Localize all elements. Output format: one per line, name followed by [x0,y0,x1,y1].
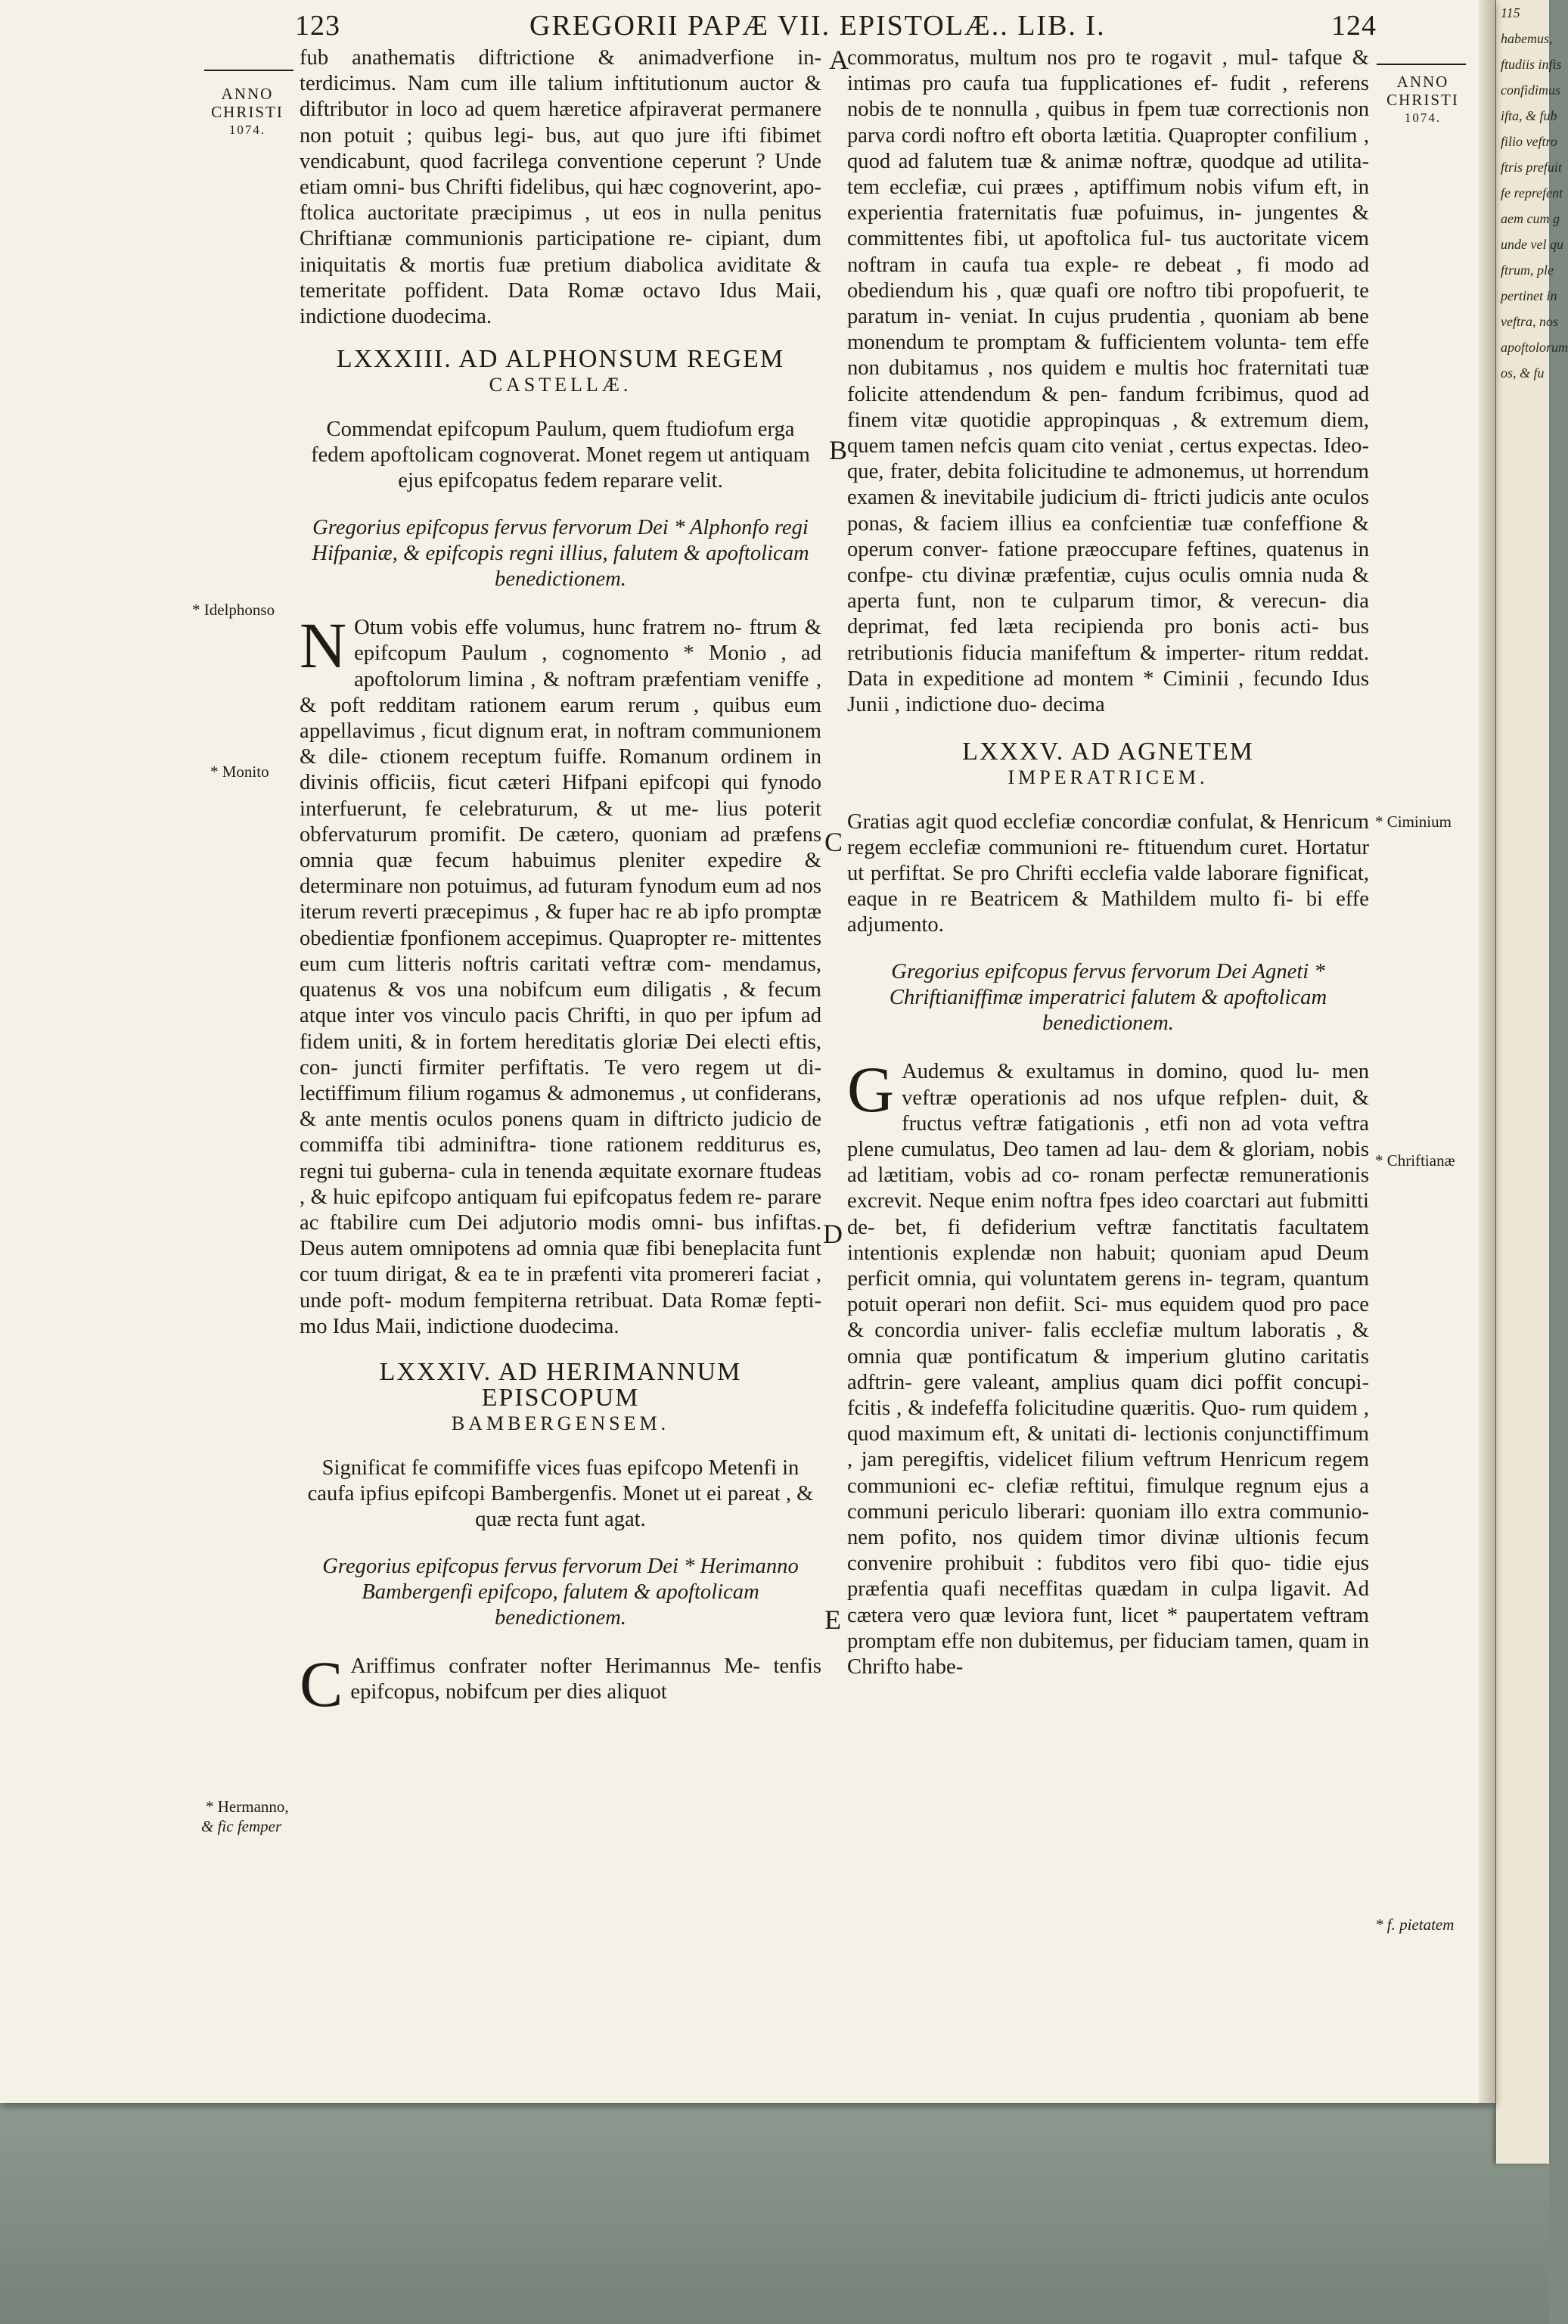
anno-christi-left: ANNO CHRISTI 1074. [211,85,284,137]
letter-85-heading: LXXXV. AD AGNETEM [962,738,1254,766]
letter-83-subheading: CASTELLÆ. [489,374,632,396]
dropcap-g: G [847,1053,895,1126]
next-page-line: unde vel qu [1501,237,1563,252]
margin-note-hermanno: * Hermanno, [206,1797,289,1816]
margin-note-fic-semper: & fic femper [201,1817,282,1835]
section-letter-c: C [824,827,843,857]
section-letter-a: A [829,45,849,75]
next-page-line: habemus, [1501,31,1553,46]
section-letter-e: E [824,1605,841,1635]
running-header [295,9,1414,42]
next-page-line: ftrum, ple [1501,263,1554,278]
letter-85-body: G Audemus & exultamus in domino, quod lu- men veftræ operationis ad nos ufque refplen- duit, & fructus veftræ fatigationis , etfi non ad vota veftra plene cumulatus, Deo tamen ad lau- dem & gloriam, nobis ad lætitiam, vobis ad co- ronam perfectæ remunerationis excrevit. Neque enim noftra fpes ideo coarctari aut fubmitti de- bet, fi defiderium veftræ fanctitatis facultatem intentionis explendæ non habuit; quoniam apud Deum perficit omnia, qui voluntatem gerens in- tegram, quantum potuit operari non defiit. Sci- mus equidem quod pro pace & concordia univer- falis ecclefiæ multum laboratis , & omnia quæ pontificatum & imperium glutino caritatis adftrin- gere valeant, amplius quam dici poffit concupi- fcitis , & indefeffa folicitudine quæritis. Quo- rum quidem , quod maximum eft, & unitati di- lectionis conjunctiffimum , jam peregiftis, videlicet filium veftrum Henricum regem communioni ec- clefiæ reftitui, fimulque regnum ejus a communi periculo liberari: quoniam illo extra communio- nem pofito, nos quidem timor divinæ ultionis fecum convenire prohibuit : fubditos vero fibi quo- tidie ejus præfentia quafi neceffitas quædam in culpa ligavit. Ad cætera vero quæ leviora funt, licet * paupertatem veftram promptam effe non dubitemus, per fiduciam tamen, quam in Chrifto habe- [847,1053,1369,1679]
next-page-line: apoftolorum [1501,340,1568,355]
section-letter-d: D [823,1219,843,1249]
margin-note-christianae: * Chriftianæ [1375,1151,1455,1170]
letter-83-salutation: Gregorius epifcopus fervus fervorum Dei * Alphonfo regi Hifpaniæ, & epifcopis regni illius, falutem & apoftolicam benedictionem. [312,515,809,592]
dropcap-c: C [300,1648,343,1721]
margin-note-pietatem: * f. pietatem [1375,1915,1455,1934]
running-title: GREGORII PAPÆ VII. EPISTOLÆ.. LIB. I. [529,10,1106,42]
dropcap-n: N [300,609,347,682]
right-column [847,45,1369,1680]
next-page-edge [1496,0,1568,2164]
next-page-line: aem cum g [1501,211,1560,226]
next-page-line: pertinet in [1501,288,1557,303]
letter-84-body: C Ariffimus confrater nofter Herimannus Me- tenfis epifcopus, nobifcum per dies aliquot [300,1648,821,1721]
letter-83-summary: Commendat epifcopum Paulum, quem ftudiofum erga fedem apoftolicam cognoverat. Monet regem ut antiquam ejus epifcopatus fedem reparare velit. [311,417,810,492]
anno-christi-right: ANNO CHRISTI 1074. [1386,73,1459,125]
section-letter-b: B [829,435,848,465]
next-page-line: ifta, & fub [1501,108,1557,123]
next-page-line: ftudiis infis [1501,57,1562,72]
letter-85-salutation: Gregorius epifcopus fervus fervorum Dei Agneti * Chriftianiffimæ imperatrici falutem & apoftolicam benedictionem. [889,959,1327,1036]
letter-84-subheading: BAMBERGENSEM. [451,1412,670,1435]
letter-84-heading: LXXXIV. AD HERIMANNUM EPISCOPUM [379,1357,742,1412]
margin-note-ciminium: * Ciminium [1375,812,1452,831]
letter-85-summary: Gratias agit quod ecclefiæ concordiæ confulat, & Henricum regem ecclefiæ communioni re- ftituendum curet. Hortatur ut perfiftat. Se pro Chrifti ecclefia valde laborare fignificat, eaque in re Beatricem & Mathildem multo fi- bi effe adjumento. [847,809,1369,937]
next-page-line: fe reprefent [1501,185,1563,200]
next-page-line: veftra, nos [1501,314,1558,329]
next-page-line: confidimus [1501,82,1560,98]
letter-84-summary: Significat fe commififfe vices fuas epifcopo Metenfi in caufa ipfius epifcopi Bambergenfis. Monet ut ei pareat , & quæ recta funt agat. [307,1456,814,1531]
letter-83-body: N Otum vobis effe volumus, hunc fratrem no- ftrum & epifcopum Paulum , cognomento * Monio , ad apoftolorum limina , & noftram præfentiam veniffe , & poft redditam rationem earum rerum , quibus eum appellavimus , ficut dignum erat, in noftram communionem & dile- ctionem receptum fuiffe. Romanum ordinem in divinis officiis, ficut cæteri Hifpani epifcopi qui fynodo interfuerunt, fe celebraturum, & ut me- lius poterit obfervaturum promifit. De cætero, quoniam ad præfens omnia quæ fecum habuimus pleniter expedire & determinare non potuimus, ad futuram fynodum eum ad nos iterum reverti præcepimus , & fuper hac re ab ipfo promptæ obedientiæ fponfionem accepimus. Quapropter re- mittentes eum cum litteris noftris caritati veftræ com- mendamus, quatenus & vos una nobifcum eum diligatis , & fecum atque inter vos vinculo pacis Chrifti, in quo per ipfum ad fidem uniti, & in fortem hereditatis gloriæ Dei electi eftis, con- juncti firmiter perfiftatis. Te vero regem ut di- lectiffimum filium rogamus & admonemus , ut confiderans, & ante mentis oculos ponens quam in diftricto judicio de commiffa tibi adminiftra- tione rationem redditurus es, regni tui guberna- cula in tenenda æquitate exornare ftudeas , & huic epifcopo antiquam fui epifcopatus fedem re- parare ac ftabilire cum Dei adjutorio modis omni- bus infiftas. Deus autem omnipotens ad omnia quæ fibi beneplacita funt cor tuum dirigat, & ea te in præfenti vita promereri faciat , unde poft- modum fempiterna retribuat. Data Romæ fepti- mo Idus Maii, indictione duodecima. [300,609,821,1338]
page-number-left: 123 [295,10,340,42]
margin-rule-right [1377,64,1466,65]
letter-83-heading: LXXXIII. AD ALPHONSUM REGEM [336,345,785,374]
table-surface [0,2096,1549,2324]
page-number-right: 124 [1331,10,1377,42]
next-page-line: 115 [1501,5,1520,20]
continued-text-right: commoratus, multum nos pro te rogavit , mul- tafque & intimas pro caufa tua fupplicationes ef- fudit , referens nobis de te nonnulla , quibus in fpem tuæ correctionis non parva cordi noftro eft oborta lætitia. Quapropter confilium , quod ad falutem tuæ & animæ noftræ, quodque ad utilita- tem ecclefiæ, cui præes , aptiffimum nobis vifum eft, in experientia fraternitatis fuæ pofuimus, in- jungentes & committentes fibi, ut apoftolica ful- tus auctoritate vicem noftram in caufa tua exple- re debeat , fi modo ad obediendum his , quæ quafi ore noftro tibi propofuerit, te paratum in- veniat. In cujus prudentia , quoniam ab bene monendum te promptam & fufficientem volunta- tem effe non dubitamus , nos quidem e multis hoc fraternitati tuæ folicite attendendum & pen- fandum fcribimus, quod ad finem vitæ quotidie appropinquas , & extremum diem, quem tamen nefcis quam cito veniat , certus expectas. Ideo- que, frater, debita folicitudine te admonemus, ut horrendum examen & inevitabile judicium di- ftricti judicis ante oculos ponas, & faciem illius ea confcientiæ tuæ confeffione & operum conver- fatione præoccupare feftines, quatenus in confpe- ctu divinæ præfentiæ, cujus oculis omnia nuda & aperta funt, non te culparum timor, & verecun- dia deprimat, fed læta recipienda pro bonis acti- bus retributionis fiducia manifeftum & imperter- ritum reddat. Data in expeditione ad montem * Ciminii , fecundo Idus Junii , indictione duo- decima [847,46,1369,717]
margin-rule-left [204,70,293,71]
next-page-line: os, & fu [1501,365,1545,381]
next-page-line: ftris prefuit [1501,160,1562,175]
next-page-text [1496,0,1568,386]
margin-note-idelphonso: * Idelphonso [192,601,275,619]
next-page-line: filio veftro [1501,134,1557,149]
letter-84-salutation: Gregorius epifcopus fervus fervorum Dei * Herimanno Bambergenfi epifcopo, falutem & apoftolicam benedictionem. [322,1554,799,1630]
margin-note-monito: * Monito [210,763,269,781]
left-column [300,45,821,1721]
letter-85-subheading: IMPERATRICEM. [1008,766,1209,789]
continued-text: fub anathematis diftrictione & animadverfione in- terdicimus. Nam cum ille talium inftitutionum auctor & diftributor in loco ad quem hæretice afpiraverat permanere non potuit ; quibus legi- bus, aut quo jure ifti fibimet vendicabunt, quod facrilega conventione ceperunt ? Unde etiam omni- bus Chrifti fidelibus, qui hæc cognoverint, apo- ftolica auctoritate præcipimus , ut eos in nulla penitus Chriftianæ communionis participatione re- cipiant, dum iniquitatis & mortis fuæ pretium diabolica aviditate & temeritate poffident. Data Romæ octavo Idus Maii, indictione duodecima. [300,46,821,329]
page-edge [1479,0,1495,2103]
